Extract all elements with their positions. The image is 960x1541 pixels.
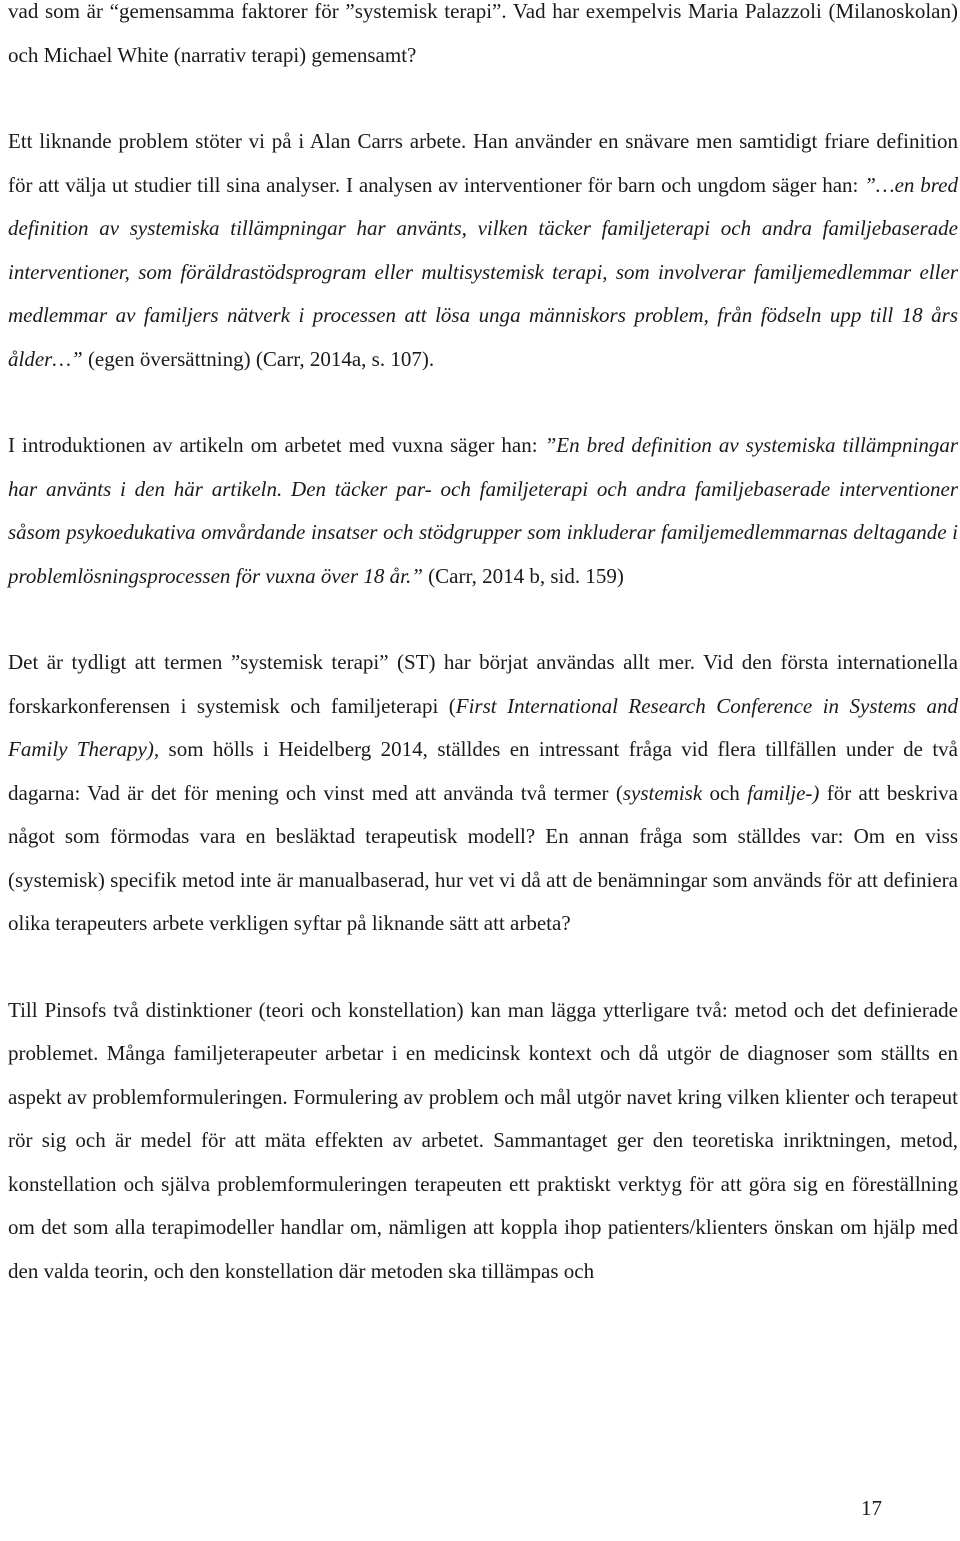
paragraph-4: [8, 641, 958, 946]
paragraph-3-text: I introduktionen av artikeln om arbetet med vuxna säger han:: [8, 433, 545, 457]
paragraph-1: [8, 0, 958, 77]
paragraph-3: [8, 424, 958, 598]
paragraph-2: [8, 120, 958, 381]
paragraph-4-text-c: och: [702, 780, 748, 805]
page-number: 17: [861, 1496, 882, 1520]
paragraph-2-citation: (egen översättning) (Carr, 2014a, s. 107).: [82, 346, 435, 371]
document-page: [8, 0, 958, 1293]
paragraph-3-quote: ”En bred definition av systemiska tillämpningar har använts i den här artikeln. Den täcker par- och familjeterapi och andra familjebaserade interventioner såsom psykoedukativa omvårdande insatser och stödgrupper som inkluderar familjemedlemmarnas deltagande i problemlösningsprocessen för vuxna över 18 år.”: [8, 433, 958, 588]
paragraph-4-term-familje: familje-): [747, 780, 820, 805]
paragraph-2-quote: ”…en bred definition av systemiska tillämpningar har använts, vilken täcker familjeterapi och andra familjebaserade interventioner, som föräldrastödsprogram eller multisystemisk terapi, som involverar familjemedlemmar eller medlemmar av familjers nätverk i processen att lösa unga människors problem, från födseln upp till 18 års ålder…”: [8, 172, 958, 371]
paragraph-4-text-a: Det är tydligt att termen ”systemisk terapi” (ST) har börjat användas allt mer. Vid den första internationella forskarkonferensen i systemisk och familjeterapi (: [8, 650, 958, 718]
paragraph-1-text: vad som är “gemensamma faktorer för ”systemisk terapi”. Vad har exempelvis Maria Palazzoli (Milanoskolan) och Michael White (narrativ terapi) gemensamt?: [8, 0, 958, 67]
paragraph-3-citation: (Carr, 2014 b, sid. 159): [422, 563, 624, 588]
paragraph-4-text-d: för att beskriva något som förmodas vara en besläktad terapeutisk modell? En annan fråga som ställdes var: Om en viss (systemisk) specifik metod inte är manualbaserad, hur vet vi då att de benämningar som används för att definiera olika terapeuters arbete verkligen syftar på liknande sätt att arbeta?: [8, 780, 958, 935]
paragraph-5-text: Till Pinsofs två distinktioner (teori och konstellation) kan man lägga ytterligare två: metod och det definierade problemet. Många familjeterapeuter arbetar i en medicinsk kontext och då utgör de diagnoser som ställts en aspekt av problemformuleringen. Formulering av problem och mål utgör navet kring vilken klienter och terapeut rör sig och är medel för att mäta effekten av arbetet. Sammantaget ger den teoretiska inriktningen, metod, konstellation och själva problemformuleringen terapeuten ett praktiskt verktyg för att göra sig en föreställning om det som alla terapimodeller handlar om, nämligen att koppla ihop patienters/klienters önskan om hjälp med den valda teorin, och den konstellation där metoden ska tillämpas och: [8, 997, 958, 1283]
paragraph-2-text: Ett liknande problem stöter vi på i Alan Carrs arbete. Han använder en snävare men samtidigt friare definition för att välja ut studier till sina analyser. I analysen av interventioner för barn och ungdom säger han:: [8, 129, 958, 197]
paragraph-5: [8, 989, 958, 1294]
paragraph-4-term-systemisk: systemisk: [622, 780, 703, 805]
paragraph-4-conference-name: First International Research Conference in Systems and Family Therapy),: [8, 693, 958, 761]
paragraph-4-text-b: som hölls i Heidelberg 2014, ställdes en intressant fråga vid flera tillfällen under de två dagarna: Vad är det för mening och vinst med att använda två termer (: [8, 737, 958, 805]
